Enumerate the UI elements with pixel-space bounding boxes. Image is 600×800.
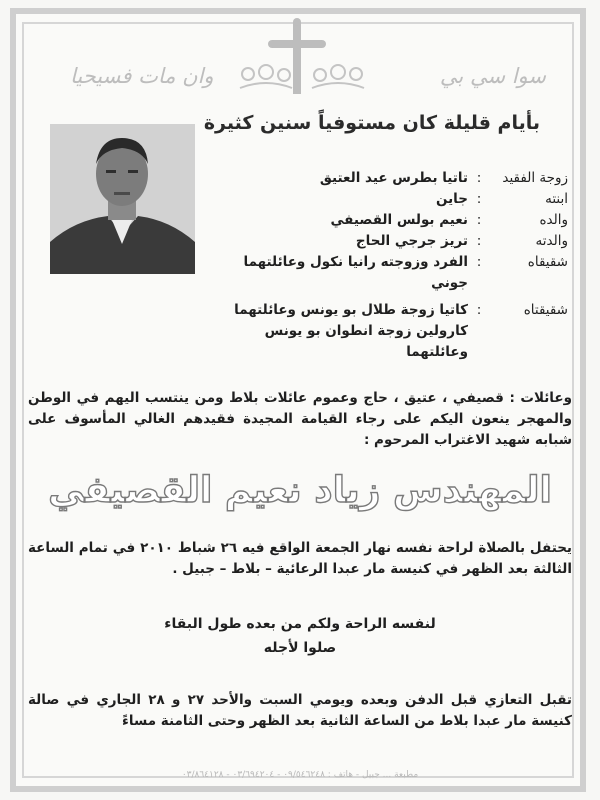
- relative-value: نعيم بولس القصيفي: [330, 212, 468, 228]
- relative-row: [208, 252, 568, 273]
- relative-colon: :: [476, 254, 482, 270]
- portrait-photo: [50, 124, 195, 274]
- relative-colon: [468, 321, 490, 363]
- headline: بأيام قليلة كان مستوفياً سنين كثيرة: [203, 112, 540, 134]
- relatives-list: [208, 168, 568, 363]
- verse-left: وان مات فسيحيا: [70, 64, 214, 88]
- funeral-paragraph: يحتفل بالصلاة لراحة نفسه نهار الجمعة الواقع فيه ٢٦ شباط ٢٠١٠ في تمام الساعة الثالثة بعد الظهر في كنيسة مار عبدا الرعائية – بلاط – جبيل .: [28, 540, 573, 577]
- families-paragraph: وعائلات : قصيفي ، عتيق ، حاج وعموم عائلات بلاط ومن ينتسب اليهم في الوطن والمهجر ينعون اليكم على رجاء القيامة المجيدة فقيدهم الغالي المأسوف على شبابه شهيد الاغتراب المرحوم :: [28, 390, 572, 448]
- relative-colon: :: [476, 170, 482, 186]
- relative-value: تريز جرجي الحاج: [355, 233, 468, 249]
- relative-label: والده: [539, 212, 568, 228]
- relative-row: [208, 300, 568, 321]
- relative-value: كاتيا زوجة طلال بو يونس وعائلتهما: [234, 302, 468, 318]
- flower-ornament-icon: [308, 62, 368, 92]
- deceased-name: المهندس زياد نعيم القصيفي: [48, 470, 552, 511]
- relative-colon: :: [476, 191, 482, 207]
- relative-label: زوجة الفقيد: [502, 170, 568, 186]
- relative-row: [208, 321, 568, 363]
- relative-colon: :: [476, 212, 482, 228]
- relative-row: [208, 273, 568, 294]
- relative-value: جاين: [435, 191, 468, 207]
- relative-label: [490, 273, 568, 294]
- prayer-line-1: لنفسه الراحة ولكم من بعده طول البقاء: [164, 616, 436, 632]
- relative-value: الفرد وزوجته رانيا نكول وعائلتهما: [243, 254, 468, 270]
- relative-row: [208, 210, 568, 231]
- relative-colon: :: [476, 302, 482, 318]
- relative-value: تاتيا بطرس عيد العتيق: [319, 170, 468, 186]
- verse-right: سوا سي بي: [439, 64, 546, 88]
- relative-label: [490, 321, 568, 363]
- relative-value: جوني: [431, 275, 468, 291]
- relative-label: والدته: [535, 233, 568, 249]
- relative-row: [208, 189, 568, 210]
- printer-footer: مطبعة ... جبيل - هاتف : ٠٩/٥٤٦٢٤٨ - ٠٣/٦٩٤٢٠٤ - ٠٣/٨٦٤١٢٨: [181, 770, 419, 780]
- relative-colon: [468, 273, 490, 294]
- relative-value: كارولين زوجة انطوان بو يونس وعائلتهما: [264, 323, 468, 360]
- relative-label: شقيقاه: [527, 254, 568, 270]
- relative-row: [208, 231, 568, 252]
- prayer-line-2: صلوا لأجله: [263, 640, 337, 656]
- relative-label: شقيقتاه: [523, 302, 568, 318]
- condolences-paragraph: تقبل التعازي قبل الدفن وبعده ويومي السبت والأحد ٢٧ و ٢٨ الجاري في صالة كنيسة مار عبدا بلاط من الساعة الثانية بعد الظهر وحتى الثامنة مساءً: [28, 692, 573, 729]
- flower-ornament-icon: [236, 62, 296, 92]
- relative-row: [208, 168, 568, 189]
- relative-colon: :: [476, 233, 482, 249]
- relative-label: ابنته: [545, 191, 568, 207]
